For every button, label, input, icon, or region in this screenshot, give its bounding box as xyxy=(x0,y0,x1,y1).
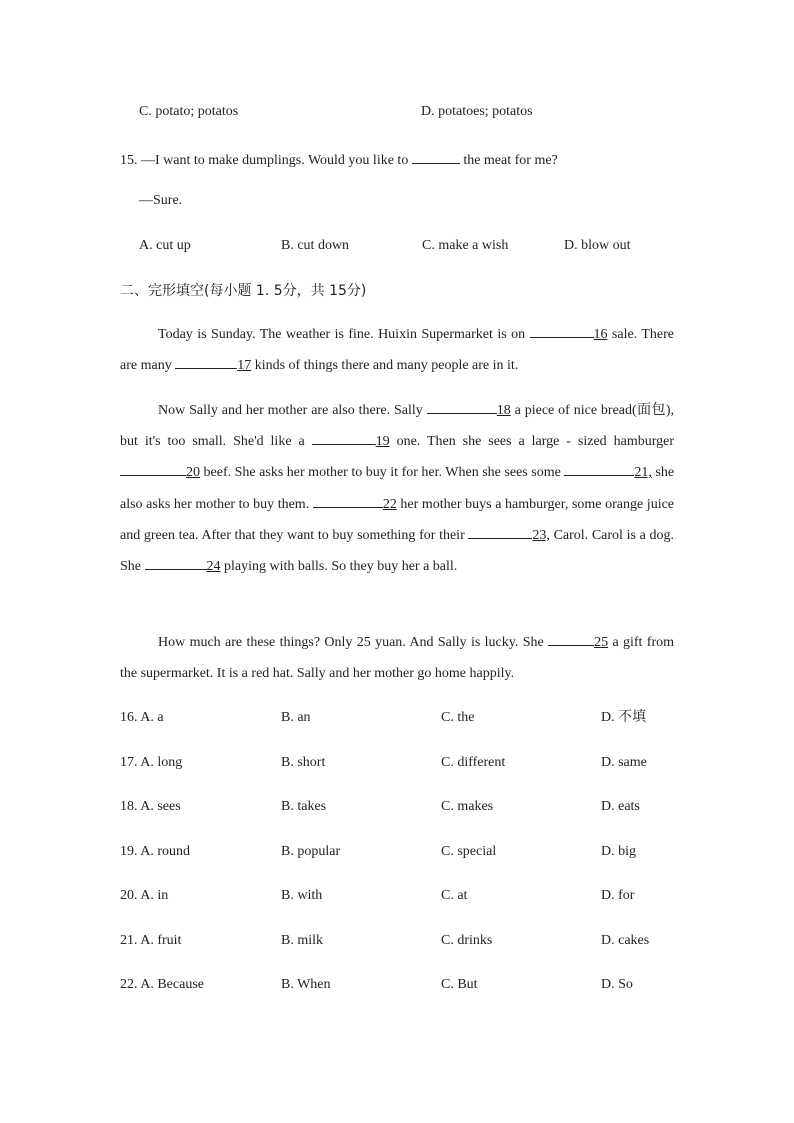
option-c: C. at xyxy=(441,888,468,903)
option-b: B. with xyxy=(281,888,323,903)
option-b: B. an xyxy=(281,710,311,725)
passage-text: Carol. Carol is a dog. She xyxy=(120,527,675,575)
blank-number-22: 22 xyxy=(382,496,397,512)
option-a: 16. A. a xyxy=(120,710,164,725)
blank-22 xyxy=(313,492,383,508)
q15-stem-after: the meat for me? xyxy=(463,153,558,168)
blank-number-17: 17 xyxy=(237,358,252,374)
blank-17 xyxy=(175,353,237,369)
option-c: C. makes xyxy=(441,799,494,814)
blank-number-24: 24 xyxy=(206,559,221,575)
passage-text: beef. She asks her mother to buy it for her. When she sees some xyxy=(203,465,561,481)
q15-option-c: C. make a wish xyxy=(422,238,509,253)
option-a: 17. A. long xyxy=(120,755,183,770)
q15-stem-before: —I want to make dumplings. Would you like to xyxy=(141,153,409,168)
blank-number-25: 25 xyxy=(594,635,609,650)
passage-paragraph-1 xyxy=(120,319,674,381)
passage-text: one. Then she sees a large - sized hamburger xyxy=(396,434,674,450)
passage-text: Today is Sunday. The weather is fine. Huixin Supermarket is on xyxy=(158,327,526,342)
passage-text: a gift from the supermarket. It is a red hat. Sally and her mother go home happily. xyxy=(120,635,675,682)
q14-option-d: D. potatoes; potatos xyxy=(421,104,533,119)
blank-number-18: 18 xyxy=(496,403,511,418)
option-d: D. So xyxy=(601,977,633,992)
option-c: C. special xyxy=(441,844,497,859)
q15-reply: —Sure. xyxy=(139,193,183,208)
option-a: 19. A. round xyxy=(120,844,190,859)
passage-text: kinds of things there and many people are in it. xyxy=(254,358,519,374)
blank-18 xyxy=(427,398,497,414)
blank-21 xyxy=(564,460,634,476)
blank-number-23: 23, xyxy=(532,527,550,543)
passage-paragraph-2 xyxy=(120,395,674,582)
passage-text: she also asks her mother to buy them. xyxy=(120,465,675,512)
passage-text: a piece of nice bread(面包), but it's too small. She'd like a xyxy=(120,403,675,450)
option-a: 21. A. fruit xyxy=(120,933,182,948)
q15-stem xyxy=(120,148,558,170)
option-b: B. short xyxy=(281,755,326,770)
blank-16 xyxy=(530,322,594,338)
option-d: D. same xyxy=(601,755,647,770)
passage-paragraph-3 xyxy=(120,627,674,689)
blank-number-19: 19 xyxy=(375,434,390,450)
blank-23 xyxy=(468,523,532,539)
option-b: B. milk xyxy=(281,933,324,948)
option-d: D. 不填 xyxy=(601,710,647,725)
option-d: D. cakes xyxy=(601,933,650,948)
option-c: C. But xyxy=(441,977,478,992)
option-c: C. different xyxy=(441,755,506,770)
passage-text: Now Sally and her mother are also there. Sally xyxy=(158,403,423,418)
passage-text: her mother buys a hamburger, some orange juice and green tea. After that they want to buy something for their xyxy=(120,496,675,543)
q15-option-b: B. cut down xyxy=(281,238,350,253)
option-b: B. popular xyxy=(281,844,341,859)
blank-number-20: 20 xyxy=(186,465,200,481)
passage-text: How much are these things? Only 25 yuan. And Sally is lucky. She xyxy=(158,635,544,650)
passage-text: sale. There are many xyxy=(120,327,674,374)
section-heading: 二、完形填空(每小题 1. 5分，共 15分) xyxy=(120,283,367,299)
q15-option-d: D. blow out xyxy=(564,238,631,253)
q15-blank xyxy=(412,148,460,164)
blank-24 xyxy=(145,554,207,570)
option-b: B. When xyxy=(281,977,331,992)
option-a: 22. A. Because xyxy=(120,977,204,992)
option-a: 18. A. sees xyxy=(120,799,181,814)
option-c: C. drinks xyxy=(441,933,493,948)
option-c: C. the xyxy=(441,710,475,725)
option-d: D. for xyxy=(601,888,635,903)
q15-number: 15. xyxy=(120,153,138,168)
blank-20 xyxy=(120,460,186,476)
q15-option-a: A. cut up xyxy=(139,238,191,253)
q14-option-c: C. potato; potatos xyxy=(139,104,239,119)
option-a: 20. A. in xyxy=(120,888,169,903)
option-d: D. big xyxy=(601,844,636,859)
blank-number-16: 16 xyxy=(593,327,608,342)
blank-number-21: 21, xyxy=(634,465,652,481)
blank-25 xyxy=(548,630,594,646)
blank-19 xyxy=(312,429,376,445)
option-b: B. takes xyxy=(281,799,327,814)
passage-text: playing with balls. So they buy her a ball. xyxy=(224,559,458,575)
option-d: D. eats xyxy=(601,799,640,814)
